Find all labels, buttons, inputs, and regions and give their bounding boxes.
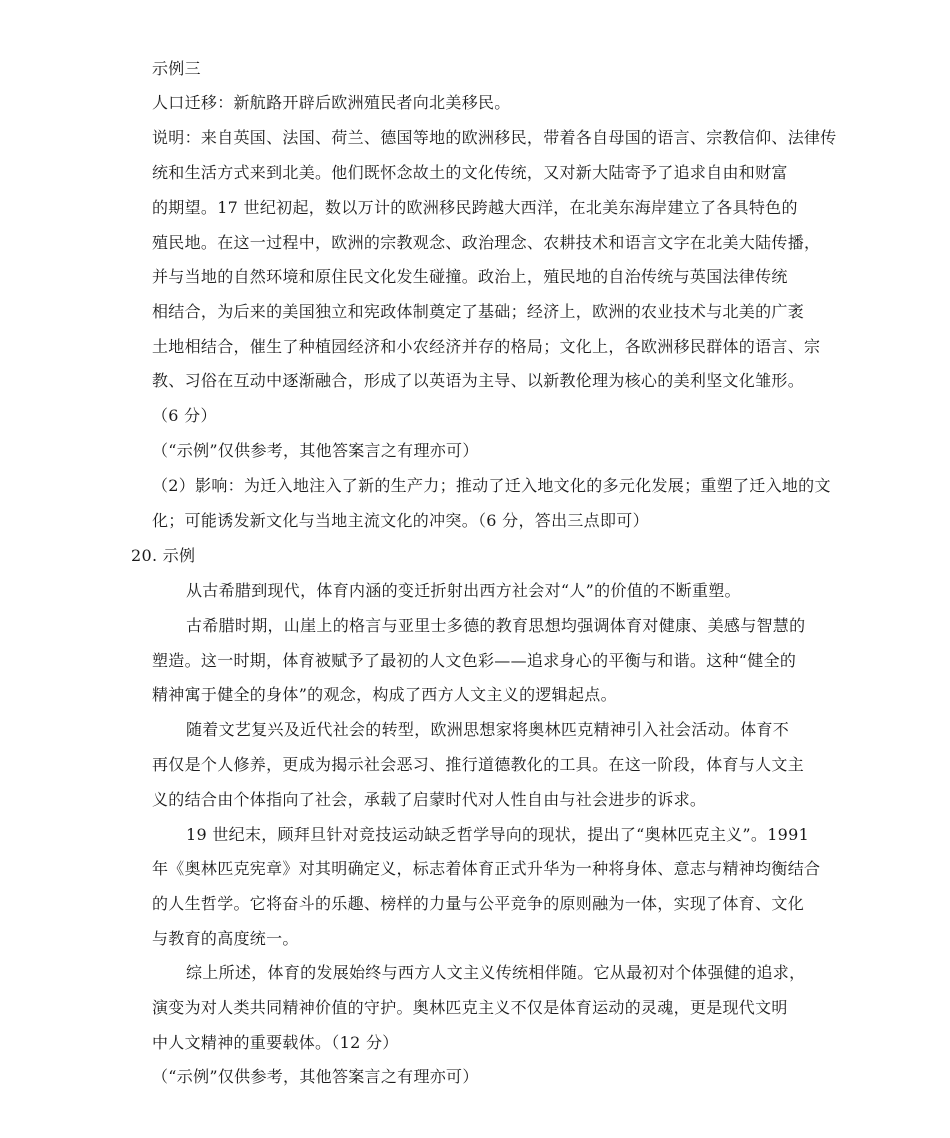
reference-note: （“示例”仅供参考，其他答案言之有理亦可） <box>152 1067 479 1086</box>
essay-paragraph-line: 从古希腊到现代，体育内涵的变迁折射出西方社会对“人”的价值的不断重塑。 <box>186 581 741 600</box>
impact-line: 化；可能诱发新文化与当地主流文化的冲突。（6 分，答出三点即可） <box>152 511 649 530</box>
explanation-line: 并与当地的自然环境和原住民文化发生碰撞。政治上，殖民地的自治传统与英国法律传统 <box>152 267 788 286</box>
essay-paragraph-line: 随着文艺复兴及近代社会的转型，欧洲思想家将奥林匹克精神引入社会活动。体育不 <box>186 720 790 739</box>
essay-paragraph-line: 演变为对人类共同精神价值的守护。奥林匹克主义不仅是体育运动的灵魂，更是现代文明 <box>152 998 788 1017</box>
explanation-line: 统和生活方式来到北美。他们既怀念故土的文化传统，又对新大陆寄予了追求自由和财富 <box>152 163 788 182</box>
explanation-line: 土地相结合，催生了种植园经济和小农经济并存的格局；文化上，各欧洲移民群体的语言、宗 <box>152 337 821 356</box>
essay-paragraph-line: 年《奥林匹克宪章》对其明确定义，标志着体育正式升华为一种将身体、意志与精神均衡结合 <box>152 859 821 878</box>
impact-line: （2）影响：为迁入地注入了新的生产力；推动了迁入地文化的多元化发展；重塑了迁入地的文 <box>152 476 831 495</box>
essay-paragraph-line: 中人文精神的重要载体。（12 分） <box>152 1033 399 1052</box>
essay-paragraph-line: 与教育的高度统一。 <box>152 929 299 948</box>
explanation-line: 教、习俗在互动中逐渐融合，形成了以英语为主导、以新教伦理为核心的美利坚文化雏形。 <box>152 371 805 390</box>
essay-paragraph-line: 精神寓于健全的身体”的观念，构成了西方人文主义的逻辑起点。 <box>152 685 617 704</box>
score-label: （6 分） <box>152 406 217 425</box>
essay-paragraph-line: 再仅是个人修养，更成为揭示社会恶习、推行道德教化的工具。在这一阶段，体育与人文主 <box>152 755 805 774</box>
essay-paragraph-line: 的人生哲学。它将奋斗的乐趣、榜样的力量与公平竞争的原则融为一体，实现了体育、文化 <box>152 894 805 913</box>
example-label: 示例三 <box>152 59 201 78</box>
essay-paragraph-line: 古希腊时期，山崖上的格言与亚里士多德的教育思想均强调体育对健康、美感与智慧的 <box>186 616 806 635</box>
explanation-line: 殖民地。在这一过程中，欧洲的宗教观念、政治理念、农耕技术和语言文字在北美大陆传播， <box>152 233 821 252</box>
migration-title: 人口迁移：新航路开辟后欧洲殖民者向北美移民。 <box>152 93 511 112</box>
question-20-heading: 20. 示例 <box>131 546 196 565</box>
essay-paragraph-line: 义的结合由个体指向了社会，承载了启蒙时代对人性自由与社会进步的诉求。 <box>152 790 707 809</box>
essay-paragraph-line: 塑造。这一时期，体育被赋予了最初的人文色彩——追求身心的平衡与和谐。这种“健全的 <box>152 651 797 670</box>
explanation-line: 说明：来自英国、法国、荷兰、德国等地的欧洲移民，带着各自母国的语言、宗教信仰、法律传 <box>152 128 837 147</box>
essay-paragraph-line: 综上所述，体育的发展始终与西方人文主义传统相伴随。它从最初对个体强健的追求， <box>186 963 806 982</box>
explanation-line: 相结合，为后来的美国独立和宪政体制奠定了基础；经济上，欧洲的农业技术与北美的广袤 <box>152 302 805 321</box>
essay-paragraph-line: 19 世纪末，顾拜旦针对竞技运动缺乏哲学导向的现状，提出了“奥林匹克主义”。1991 <box>186 825 810 844</box>
reference-note: （“示例”仅供参考，其他答案言之有理亦可） <box>152 441 479 460</box>
explanation-line: 的期望。17 世纪初起，数以万计的欧洲移民跨越大西洋，在北美东海岸建立了各具特色的 <box>152 198 798 217</box>
